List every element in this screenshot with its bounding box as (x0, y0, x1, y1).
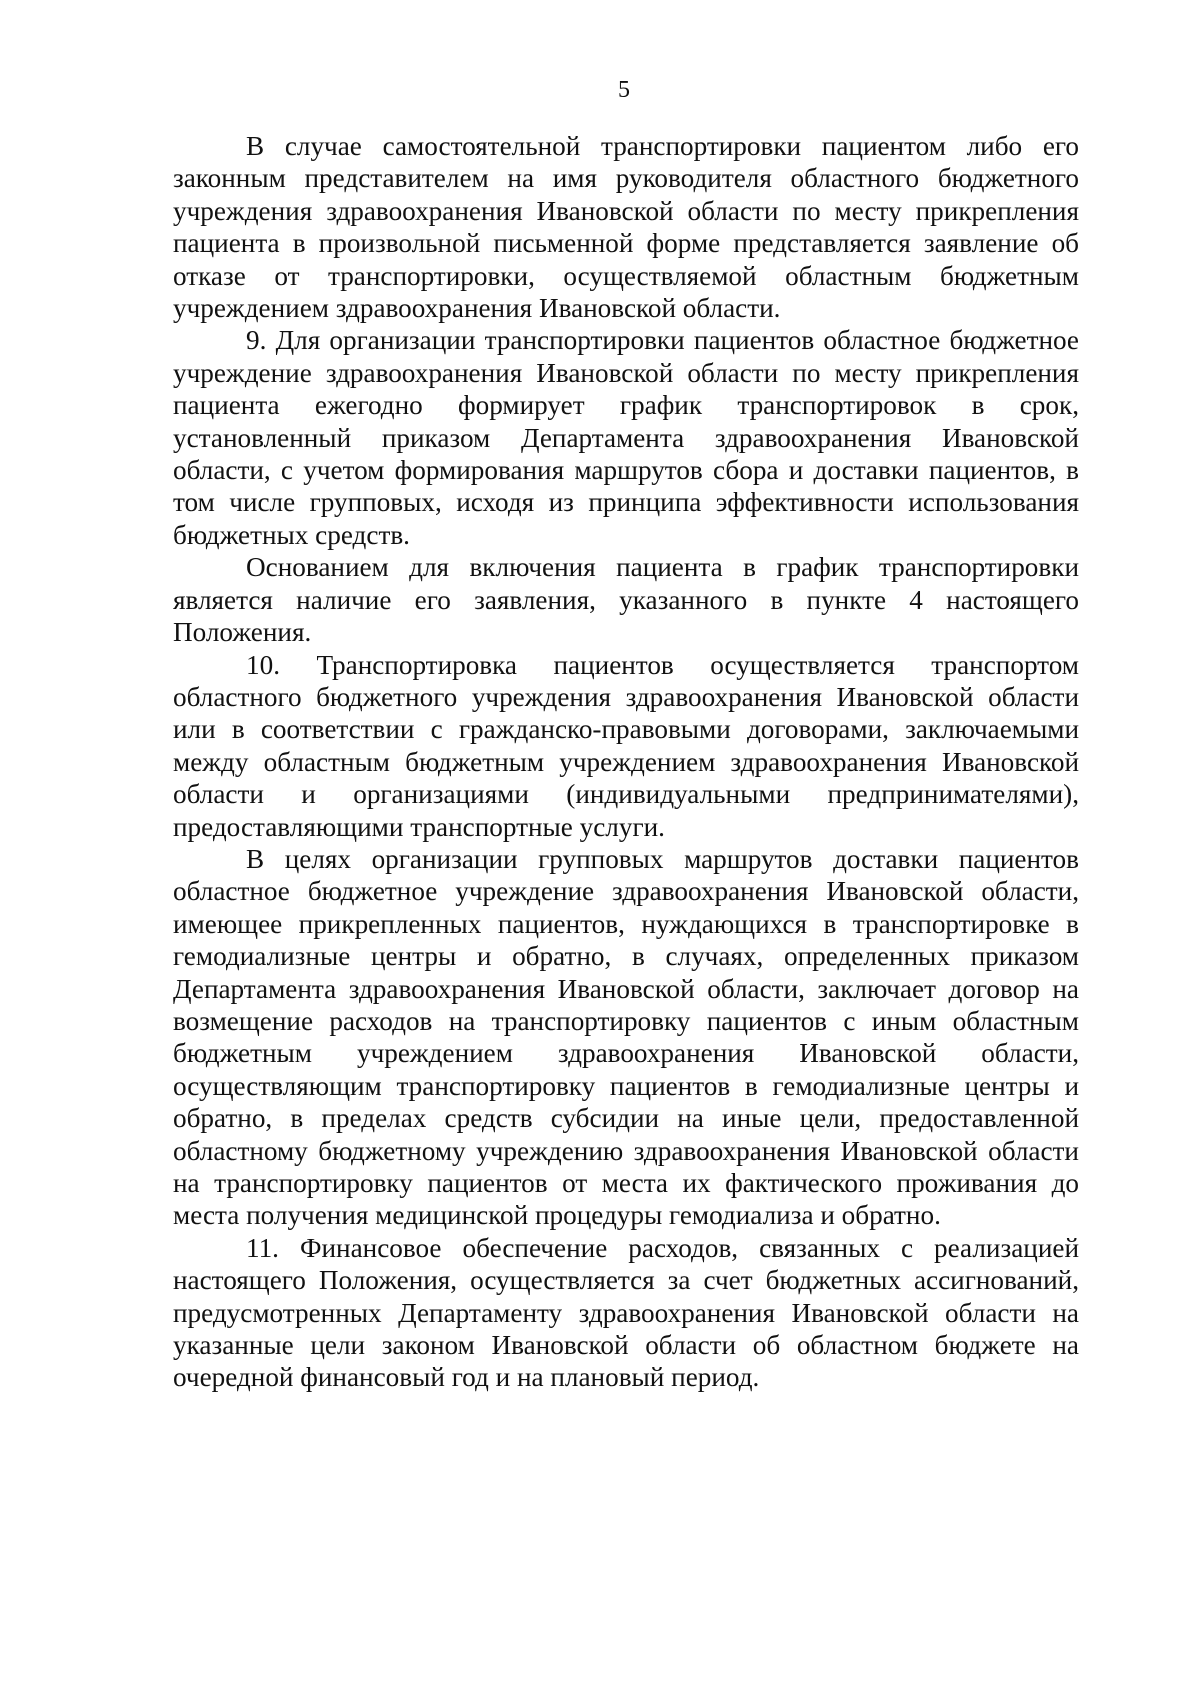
paragraph-transport-refusal: В случае самостоятельной транспортировки пациентом либо его законным представителем на имя руководителя областного бюджетного учреждения здравоохранения Ивановской области по месту прикрепления пациента в произвольной письменной форме представляется заявление об отказе от транспортировки, осуществляемой областным бюджетным учреждением здравоохранения Ивановской области. (173, 131, 1079, 324)
page-number: 5 (618, 77, 630, 103)
document-body (173, 130, 1079, 1394)
paragraph-item-10: 10. Транспортировка пациентов осуществляется транспортом областного бюджетного учреждения здравоохранения Ивановской области или в соответствии с гражданско-правовыми договорами, заключаемыми между областным бюджетным учреждением здравоохранения Ивановской области и организациями (индивидуальными предпринимателями), предоставляющими транспортные услуги. (173, 649, 1079, 842)
paragraph-item-9: 9. Для организации транспортировки пациентов областное бюджетное учреждение здравоохранения Ивановской области по месту прикрепления пациента ежегодно формирует график транспортировок в срок, установленный приказом Департамента здравоохранения Ивановской области, с учетом формирования маршрутов сбора и доставки пациентов, в том числе групповых, исходя из принципа эффективности использования бюджетных средств. (173, 325, 1079, 550)
paragraph-schedule-basis: Основанием для включения пациента в график транспортировки является наличие его заявления, указанного в пункте 4 настоящего Положения. (173, 552, 1079, 648)
paragraph-item-11: 11. Финансовое обеспечение расходов, связанных с реализацией настоящего Положения, осуществляется за счет бюджетных ассигнований, предусмотренных Департаменту здравоохранения Ивановской области на указанные цели законом Ивановской области об областном бюджете на очередной финансовый год и на плановый период. (173, 1232, 1079, 1393)
paragraph-group-routes: В целях организации групповых маршрутов доставки пациентов областное бюджетное учреждение здравоохранения Ивановской области, имеющее прикрепленных пациентов, нуждающихся в транспортировке в гемодиализные центры и обратно, в случаях, определенных приказом Департамента здравоохранения Ивановской области, заключает договор на возмещение расходов на транспортировку пациентов с иным областным бюджетным учреждением здравоохранения Ивановской области, осуществляющим транспортировку пациентов в гемодиализные центры и обратно, в пределах средств субсидии на иные цели, предоставленной областному бюджетному учреждению здравоохранения Ивановской области на транспортировку пациентов от места их фактического проживания до места получения медицинской процедуры гемодиализа и обратно. (173, 843, 1079, 1231)
